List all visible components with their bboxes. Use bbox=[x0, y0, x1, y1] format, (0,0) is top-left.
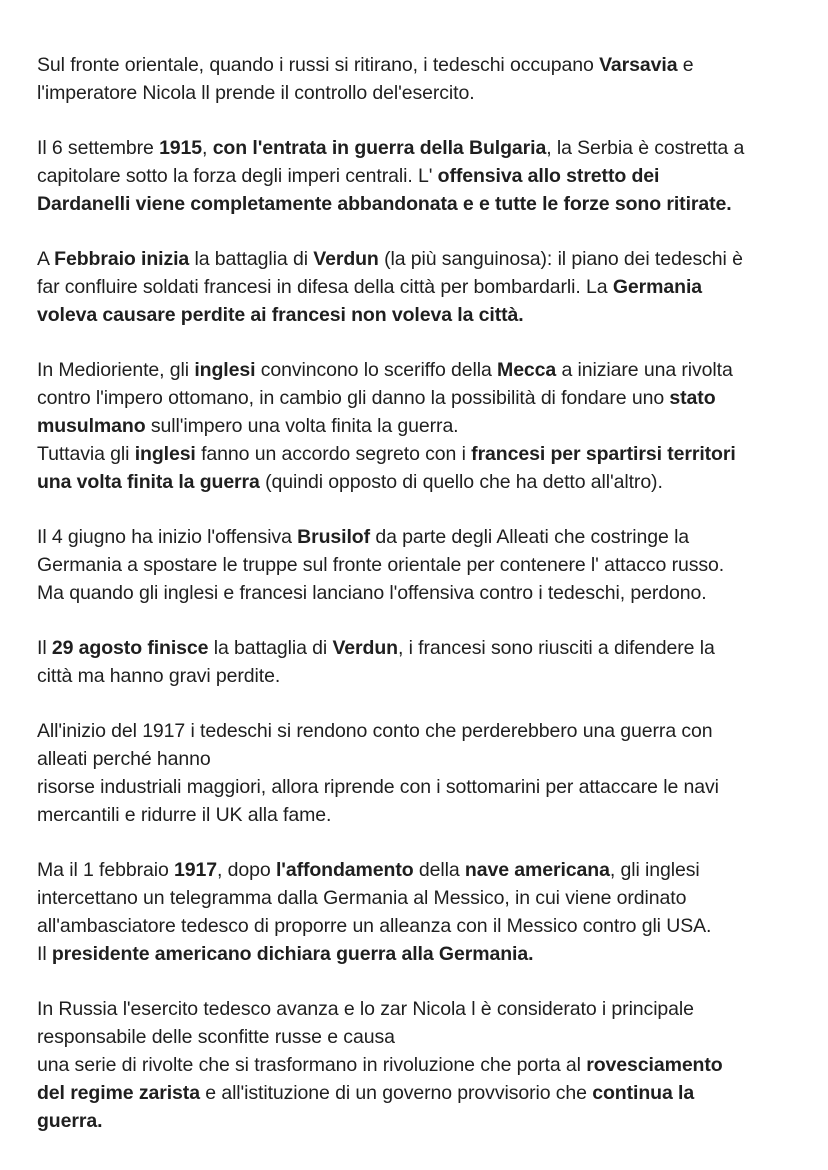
text-run: (la più sanguinosa): il piano dei tedeschi è bbox=[378, 248, 743, 270]
bold-text: nave americana bbox=[464, 859, 610, 881]
paragraph bbox=[37, 634, 797, 690]
text-run: della bbox=[413, 859, 465, 881]
bold-text: del regime zarista bbox=[37, 1082, 200, 1104]
text-run: città ma hanno gravi perdite. bbox=[37, 665, 281, 687]
text-run: e all'istituzione di un governo provvisorio che bbox=[199, 1082, 593, 1104]
text-line bbox=[37, 245, 797, 273]
text-line bbox=[37, 634, 797, 662]
text-run: Germania a spostare le truppe sul fronte orientale per contenere l' attacco russo. bbox=[37, 554, 725, 576]
bold-text: Verdun bbox=[332, 637, 398, 659]
bold-text: Brusilof bbox=[297, 526, 371, 548]
text-line bbox=[37, 440, 797, 468]
text-run: da parte degli Alleati che costringe la bbox=[370, 526, 690, 548]
bold-text: stato bbox=[669, 387, 716, 409]
text-line bbox=[37, 745, 797, 773]
bold-text: Verdun bbox=[313, 248, 379, 270]
text-run: Ma quando gli inglesi e francesi lanciano l'offensiva contro i tedeschi, perdono. bbox=[37, 582, 707, 604]
paragraph bbox=[37, 717, 797, 829]
text-line bbox=[37, 884, 797, 912]
text-run: All'inizio del 1917 i tedeschi si rendono conto che perderebbero una guerra con bbox=[37, 720, 713, 742]
text-run: la battaglia di bbox=[189, 248, 314, 270]
bold-text: rovesciamento bbox=[586, 1054, 723, 1076]
text-line bbox=[37, 468, 797, 496]
text-run: all'ambasciatore tedesco di proporre un alleanza con il Messico contro gli USA. bbox=[37, 915, 712, 937]
text-run: In Russia l'esercito tedesco avanza e lo zar Nicola l è considerato i principale bbox=[37, 998, 694, 1020]
text-line bbox=[37, 1107, 797, 1135]
document-page bbox=[37, 51, 797, 1162]
text-line bbox=[37, 579, 797, 607]
text-line bbox=[37, 1079, 797, 1107]
text-run: fanno un accordo segreto con i bbox=[195, 443, 472, 465]
text-line bbox=[37, 273, 797, 301]
paragraph bbox=[37, 134, 797, 218]
text-line bbox=[37, 384, 797, 412]
text-line bbox=[37, 773, 797, 801]
bold-text: francesi per spartirsi territori bbox=[471, 443, 736, 465]
text-line bbox=[37, 523, 797, 551]
text-run: capitolare sotto la forza degli imperi centrali. L' bbox=[37, 165, 438, 187]
paragraph bbox=[37, 245, 797, 329]
text-run: una serie di rivolte che si trasformano in rivoluzione che porta al bbox=[37, 1054, 587, 1076]
text-line bbox=[37, 1023, 797, 1051]
text-line bbox=[37, 717, 797, 745]
paragraph bbox=[37, 356, 797, 496]
text-run: l'imperatore Nicola ll prende il controllo del'esercito. bbox=[37, 82, 475, 104]
bold-text: una volta finita la guerra bbox=[37, 471, 260, 493]
text-run: Ma il 1 febbraio bbox=[37, 859, 175, 881]
paragraph bbox=[37, 523, 797, 607]
bold-text: Febbraio inizia bbox=[54, 248, 190, 270]
text-line bbox=[37, 134, 797, 162]
paragraph bbox=[37, 856, 797, 968]
bold-text: 1915 bbox=[159, 137, 203, 159]
text-line bbox=[37, 662, 797, 690]
bold-text: continua la bbox=[592, 1082, 695, 1104]
text-run: responsabile delle sconfitte russe e causa bbox=[37, 1026, 395, 1048]
bold-text: Varsavia bbox=[599, 54, 678, 76]
text-line bbox=[37, 912, 797, 940]
text-run: risorse industriali maggiori, allora riprende con i sottomarini per attaccare le navi bbox=[37, 776, 719, 798]
text-line bbox=[37, 412, 797, 440]
text-run: , i francesi sono riusciti a difendere la bbox=[397, 637, 715, 659]
paragraph bbox=[37, 995, 797, 1135]
text-line bbox=[37, 551, 797, 579]
text-line bbox=[37, 856, 797, 884]
bold-text: inglesi bbox=[134, 443, 196, 465]
bold-text: con l'entrata in guerra della Bulgaria bbox=[212, 137, 547, 159]
text-run: Il 4 giugno ha inizio l'offensiva bbox=[37, 526, 298, 548]
text-line bbox=[37, 356, 797, 384]
text-run: , dopo bbox=[217, 859, 276, 881]
text-run: Tuttavia gli bbox=[37, 443, 135, 465]
text-run: convincono lo sceriffo della bbox=[255, 359, 498, 381]
bold-text: presidente americano dichiara guerra alla Germania. bbox=[51, 943, 534, 965]
text-run: , bbox=[202, 137, 213, 159]
bold-text: 1917 bbox=[174, 859, 218, 881]
text-run: Il 6 settembre bbox=[37, 137, 160, 159]
text-run: A bbox=[37, 248, 55, 270]
bold-text: offensiva allo stretto dei bbox=[437, 165, 660, 187]
text-run: far confluire soldati francesi in difesa della città per bombardarli. La bbox=[37, 276, 613, 298]
text-line bbox=[37, 79, 797, 107]
text-line bbox=[37, 190, 797, 218]
text-run: la battaglia di bbox=[208, 637, 333, 659]
bold-text: inglesi bbox=[194, 359, 256, 381]
text-run: intercettano un telegramma dalla Germania al Messico, in cui viene ordinato bbox=[37, 887, 687, 909]
bold-text: l'affondamento bbox=[275, 859, 414, 881]
bold-text: voleva causare perdite ai francesi non voleva la città. bbox=[37, 304, 524, 326]
text-run: contro l'impero ottomano, in cambio gli danno la possibilità di fondare uno bbox=[37, 387, 670, 409]
text-run: , gli inglesi bbox=[609, 859, 700, 881]
text-line bbox=[37, 162, 797, 190]
text-line bbox=[37, 995, 797, 1023]
bold-text: Mecca bbox=[497, 359, 557, 381]
text-line bbox=[37, 1051, 797, 1079]
text-line bbox=[37, 51, 797, 79]
text-run: Sul fronte orientale, quando i russi si ritirano, i tedeschi occupano bbox=[37, 54, 600, 76]
text-run: a iniziare una rivolta bbox=[556, 359, 733, 381]
text-run: (quindi opposto di quello che ha detto all'altro). bbox=[259, 471, 663, 493]
text-run: In Medioriente, gli bbox=[37, 359, 195, 381]
text-run: mercantili e ridurre il UK alla fame. bbox=[37, 804, 332, 826]
bold-text: musulmano bbox=[37, 415, 146, 437]
text-line bbox=[37, 801, 797, 829]
bold-text: Germania bbox=[612, 276, 703, 298]
text-run: sull'impero una volta finita la guerra. bbox=[145, 415, 459, 437]
bold-text: Dardanelli viene completamente abbandonata e e tutte le forze sono ritirate. bbox=[37, 193, 732, 215]
text-run: e bbox=[677, 54, 694, 76]
paragraph bbox=[37, 51, 797, 107]
text-run: Il bbox=[37, 943, 52, 965]
text-line bbox=[37, 940, 797, 968]
bold-text: guerra. bbox=[37, 1110, 103, 1132]
text-line bbox=[37, 301, 797, 329]
text-run: , la Serbia è costretta a bbox=[546, 137, 745, 159]
bold-text: 29 agosto finisce bbox=[51, 637, 209, 659]
text-run: alleati perché hanno bbox=[37, 748, 211, 770]
text-run: Il bbox=[37, 637, 52, 659]
